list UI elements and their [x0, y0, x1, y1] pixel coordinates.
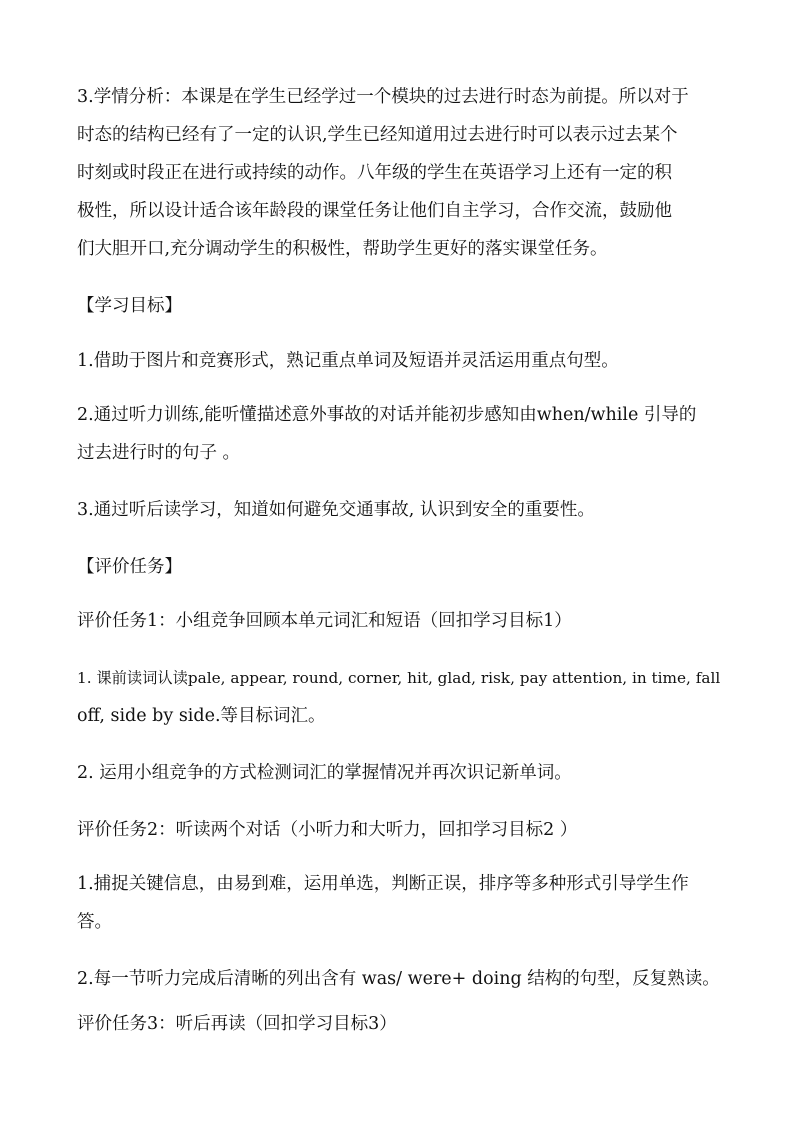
goal-2-line-2: 过去进行时的句子 。	[77, 443, 241, 463]
analysis-line-4: 极性，所以设计适合该年龄段的课堂任务让他们自主学习，合作交流，鼓励他	[77, 201, 672, 221]
goal-3: 3.通过听后读学习，知道如何避免交通事故, 认识到安全的重要性。	[77, 500, 595, 520]
task-3-title: 评价任务3：听后再读（回扣学习目标3）	[77, 1014, 397, 1034]
task-2-item-2: 2.每一节听力完成后清晰的列出含有 was/ were+ doing 结构的句型，反复熟读。	[77, 969, 720, 989]
task-1-item-1-line-1: 1. 课前读词认读pale, appear, round, corner, hit, glad, risk, pay attention, in time, fall	[77, 669, 721, 687]
analysis-line-2: 时态的结构已经有了一定的认识,学生已经知道用过去进行时可以表示过去某个	[77, 125, 678, 145]
analysis-line-3: 时刻或时段正在进行或持续的动作。八年级的学生在英语学习上还有一定的积	[77, 163, 672, 183]
analysis-line-5: 们大胆开口,充分调动学生的积极性，帮助学生更好的落实课堂任务。	[77, 239, 608, 259]
task-2-item-1-line-1: 1.捕捉关键信息，由易到难，运用单选，判断正误，排序等多种形式引导学生作	[77, 874, 689, 894]
task-2-title: 评价任务2：听读两个对话（小听力和大听力，回扣学习目标2 ）	[77, 820, 578, 840]
goals-heading: 【学习目标】	[77, 296, 182, 316]
task-1-item-1-line-2: off, side by side.等目标词汇。	[77, 706, 326, 726]
goal-2-line-1: 2.通过听力训练,能听懂描述意外事故的对话并能初步感知由when/while 引导的	[77, 405, 697, 425]
goal-1: 1.借助于图片和竞赛形式，熟记重点单词及短语并灵活运用重点句型。	[77, 351, 619, 371]
task-1-title: 评价任务1：小组竞争回顾本单元词汇和短语（回扣学习目标1）	[77, 611, 572, 631]
analysis-line-1: 3.学情分析：本课是在学生已经学过一个模块的过去进行时态为前提。所以对于	[77, 87, 689, 107]
tasks-heading: 【评价任务】	[77, 557, 182, 577]
task-2-item-1-line-2: 答。	[77, 912, 112, 932]
task-1-item-2: 2. 运用小组竞争的方式检测词汇的掌握情况并再次识记新单词。	[77, 763, 572, 783]
